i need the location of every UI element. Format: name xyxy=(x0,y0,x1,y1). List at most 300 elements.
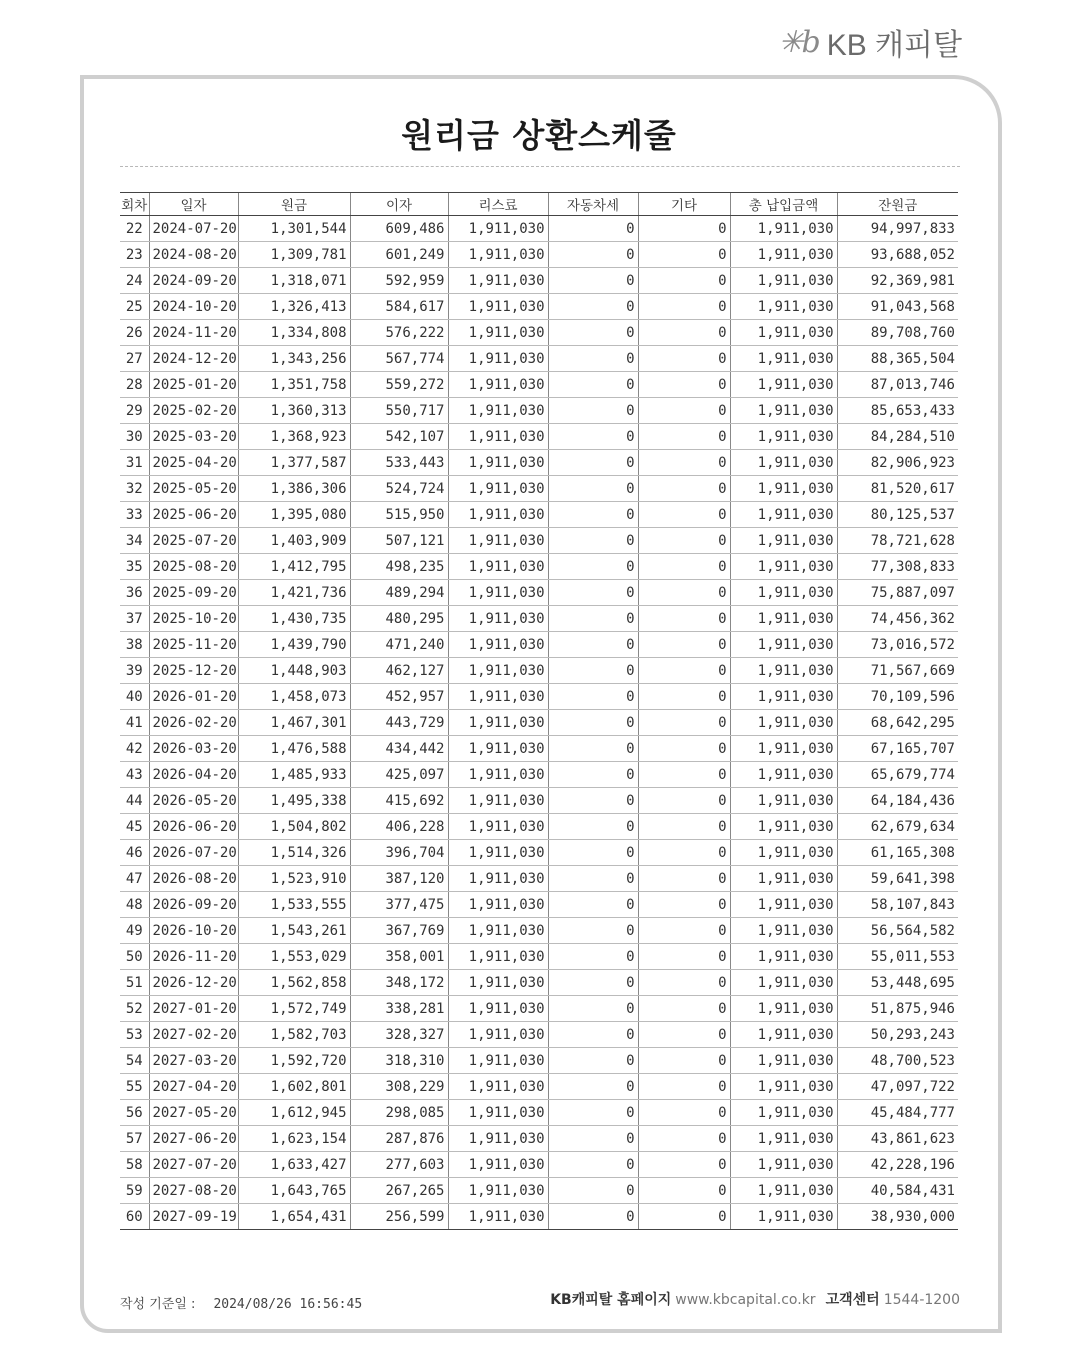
table-cell: 0 xyxy=(638,1152,730,1178)
table-cell: 1,911,030 xyxy=(730,294,837,320)
table-cell: 1,612,945 xyxy=(238,1100,350,1126)
table-cell: 1,911,030 xyxy=(448,970,548,996)
table-cell: 1,911,030 xyxy=(448,788,548,814)
table-cell: 1,911,030 xyxy=(730,346,837,372)
table-cell: 1,911,030 xyxy=(730,1100,837,1126)
table-cell: 1,334,808 xyxy=(238,320,350,346)
table-cell: 1,911,030 xyxy=(448,1204,548,1230)
homepage-label: KB캐피탈 홈페이지 xyxy=(550,1292,672,1308)
table-cell: 348,172 xyxy=(350,970,448,996)
table-cell: 1,911,030 xyxy=(730,866,837,892)
table-cell: 42,228,196 xyxy=(837,1152,958,1178)
table-row xyxy=(120,346,958,372)
table-cell: 1,448,903 xyxy=(238,658,350,684)
table-cell: 1,911,030 xyxy=(730,606,837,632)
table-row xyxy=(120,268,958,294)
table-cell: 1,911,030 xyxy=(448,320,548,346)
table-cell: 0 xyxy=(638,450,730,476)
table-cell: 0 xyxy=(548,294,638,320)
table-cell: 50,293,243 xyxy=(837,1022,958,1048)
table-cell: 47 xyxy=(120,866,149,892)
table-cell: 1,911,030 xyxy=(730,502,837,528)
table-cell: 1,592,720 xyxy=(238,1048,350,1074)
table-cell: 0 xyxy=(548,866,638,892)
table-row xyxy=(120,788,958,814)
table-cell: 61,165,308 xyxy=(837,840,958,866)
table-cell: 2027-02-20 xyxy=(149,1022,238,1048)
table-row xyxy=(120,1022,958,1048)
table-row xyxy=(120,944,958,970)
table-cell: 25 xyxy=(120,294,149,320)
table-cell: 0 xyxy=(638,294,730,320)
table-cell: 1,911,030 xyxy=(730,554,837,580)
table-cell: 0 xyxy=(638,710,730,736)
table-cell: 1,911,030 xyxy=(730,398,837,424)
column-header: 기타 xyxy=(638,193,730,216)
table-cell: 1,911,030 xyxy=(448,918,548,944)
table-cell: 0 xyxy=(548,242,638,268)
kb-star-icon: ✳b xyxy=(778,24,819,60)
table-cell: 30 xyxy=(120,424,149,450)
table-cell: 0 xyxy=(548,502,638,528)
table-cell: 1,911,030 xyxy=(730,710,837,736)
table-cell: 2027-01-20 xyxy=(149,996,238,1022)
table-cell: 0 xyxy=(548,1152,638,1178)
table-cell: 2027-06-20 xyxy=(149,1126,238,1152)
page-title: 원리금 상환스케줄 xyxy=(401,116,677,155)
table-cell: 43,861,623 xyxy=(837,1126,958,1152)
table-cell: 24 xyxy=(120,268,149,294)
table-cell: 1,911,030 xyxy=(730,918,837,944)
table-cell: 308,229 xyxy=(350,1074,448,1100)
table-cell: 40 xyxy=(120,684,149,710)
table-cell: 1,911,030 xyxy=(448,346,548,372)
table-header-row xyxy=(120,193,958,216)
table-cell: 59 xyxy=(120,1178,149,1204)
table-cell: 1,504,802 xyxy=(238,814,350,840)
column-header: 잔원금 xyxy=(837,193,958,216)
homepage-link[interactable]: www.kbcapital.co.kr xyxy=(675,1292,816,1308)
table-row xyxy=(120,320,958,346)
column-header: 총 납입금액 xyxy=(730,193,837,216)
table-cell: 45 xyxy=(120,814,149,840)
table-cell: 0 xyxy=(638,242,730,268)
table-cell: 0 xyxy=(548,398,638,424)
table-cell: 0 xyxy=(638,788,730,814)
table-cell: 1,377,587 xyxy=(238,450,350,476)
table-cell: 42 xyxy=(120,736,149,762)
table-cell: 1,911,030 xyxy=(448,476,548,502)
table-cell: 1,911,030 xyxy=(730,814,837,840)
table-cell: 2026-05-20 xyxy=(149,788,238,814)
table-cell: 28 xyxy=(120,372,149,398)
table-cell: 43 xyxy=(120,762,149,788)
table-cell: 46 xyxy=(120,840,149,866)
table-cell: 584,617 xyxy=(350,294,448,320)
table-cell: 1,654,431 xyxy=(238,1204,350,1230)
table-cell: 498,235 xyxy=(350,554,448,580)
table-cell: 1,911,030 xyxy=(730,892,837,918)
table-cell: 56 xyxy=(120,1100,149,1126)
table-row xyxy=(120,762,958,788)
table-cell: 406,228 xyxy=(350,814,448,840)
table-cell: 0 xyxy=(638,580,730,606)
table-row xyxy=(120,1100,958,1126)
table-cell: 1,643,765 xyxy=(238,1178,350,1204)
kb-capital-logo xyxy=(778,20,962,64)
table-cell: 1,911,030 xyxy=(448,268,548,294)
table-cell: 0 xyxy=(548,788,638,814)
table-cell: 0 xyxy=(548,1178,638,1204)
table-row xyxy=(120,294,958,320)
table-cell: 71,567,669 xyxy=(837,658,958,684)
table-cell: 1,911,030 xyxy=(448,1100,548,1126)
table-cell: 1,911,030 xyxy=(448,450,548,476)
table-cell: 1,911,030 xyxy=(448,866,548,892)
table-cell: 1,623,154 xyxy=(238,1126,350,1152)
table-row xyxy=(120,840,958,866)
table-cell: 0 xyxy=(638,814,730,840)
table-cell: 0 xyxy=(638,1022,730,1048)
table-cell: 81,520,617 xyxy=(837,476,958,502)
column-header: 자동차세 xyxy=(548,193,638,216)
table-cell: 77,308,833 xyxy=(837,554,958,580)
table-cell: 338,281 xyxy=(350,996,448,1022)
table-cell: 489,294 xyxy=(350,580,448,606)
table-cell: 2025-11-20 xyxy=(149,632,238,658)
table-cell: 88,365,504 xyxy=(837,346,958,372)
table-cell: 1,911,030 xyxy=(448,528,548,554)
table-cell: 33 xyxy=(120,502,149,528)
table-cell: 1,911,030 xyxy=(730,242,837,268)
table-row xyxy=(120,1152,958,1178)
table-cell: 0 xyxy=(548,996,638,1022)
table-cell: 1,476,588 xyxy=(238,736,350,762)
table-cell: 2026-02-20 xyxy=(149,710,238,736)
table-cell: 567,774 xyxy=(350,346,448,372)
table-cell: 0 xyxy=(548,632,638,658)
table-row xyxy=(120,398,958,424)
table-cell: 31 xyxy=(120,450,149,476)
table-row xyxy=(120,918,958,944)
table-cell: 2026-12-20 xyxy=(149,970,238,996)
table-cell: 358,001 xyxy=(350,944,448,970)
table-cell: 277,603 xyxy=(350,1152,448,1178)
table-cell: 0 xyxy=(548,1204,638,1230)
table-cell: 0 xyxy=(638,346,730,372)
table-cell: 1,911,030 xyxy=(730,450,837,476)
table-cell: 0 xyxy=(638,918,730,944)
table-cell: 2024-08-20 xyxy=(149,242,238,268)
created-value: 2024/08/26 16:56:45 xyxy=(213,1297,363,1312)
table-cell: 1,533,555 xyxy=(238,892,350,918)
table-cell: 1,911,030 xyxy=(448,294,548,320)
table-cell: 1,386,306 xyxy=(238,476,350,502)
table-cell: 0 xyxy=(638,268,730,294)
table-cell: 2027-04-20 xyxy=(149,1074,238,1100)
table-cell: 27 xyxy=(120,346,149,372)
table-cell: 0 xyxy=(638,320,730,346)
table-cell: 2024-12-20 xyxy=(149,346,238,372)
table-cell: 0 xyxy=(548,840,638,866)
column-header: 일자 xyxy=(149,193,238,216)
table-cell: 256,599 xyxy=(350,1204,448,1230)
table-cell: 1,318,071 xyxy=(238,268,350,294)
table-row xyxy=(120,450,958,476)
table-cell: 1,911,030 xyxy=(730,528,837,554)
table-cell: 1,458,073 xyxy=(238,684,350,710)
table-cell: 1,911,030 xyxy=(730,268,837,294)
table-row xyxy=(120,632,958,658)
table-cell: 2026-08-20 xyxy=(149,866,238,892)
table-cell: 74,456,362 xyxy=(837,606,958,632)
table-cell: 1,911,030 xyxy=(448,502,548,528)
table-cell: 2026-11-20 xyxy=(149,944,238,970)
table-cell: 22 xyxy=(120,216,149,242)
table-cell: 0 xyxy=(638,840,730,866)
table-row xyxy=(120,1074,958,1100)
table-cell: 53 xyxy=(120,1022,149,1048)
table-row xyxy=(120,502,958,528)
table-cell: 26 xyxy=(120,320,149,346)
table-cell: 1,430,735 xyxy=(238,606,350,632)
table-cell: 550,717 xyxy=(350,398,448,424)
table-row xyxy=(120,216,958,242)
table-cell: 0 xyxy=(548,892,638,918)
table-cell: 0 xyxy=(548,1074,638,1100)
table-cell: 1,911,030 xyxy=(730,1074,837,1100)
table-cell: 1,562,858 xyxy=(238,970,350,996)
table-cell: 434,442 xyxy=(350,736,448,762)
table-row xyxy=(120,424,958,450)
table-cell: 0 xyxy=(548,580,638,606)
table-cell: 84,284,510 xyxy=(837,424,958,450)
table-cell: 1,911,030 xyxy=(448,1048,548,1074)
table-cell: 93,688,052 xyxy=(837,242,958,268)
customer-center-number: 1544-1200 xyxy=(883,1292,960,1308)
table-cell: 0 xyxy=(548,1022,638,1048)
table-cell: 1,911,030 xyxy=(730,658,837,684)
table-cell: 1,911,030 xyxy=(730,1178,837,1204)
table-cell: 1,911,030 xyxy=(730,684,837,710)
table-cell: 0 xyxy=(638,1204,730,1230)
table-cell: 0 xyxy=(548,372,638,398)
table-cell: 0 xyxy=(548,736,638,762)
table-cell: 1,911,030 xyxy=(730,580,837,606)
table-cell: 1,911,030 xyxy=(448,216,548,242)
table-cell: 0 xyxy=(548,762,638,788)
table-cell: 1,421,736 xyxy=(238,580,350,606)
table-cell: 2024-09-20 xyxy=(149,268,238,294)
table-cell: 1,911,030 xyxy=(448,892,548,918)
table-cell: 0 xyxy=(638,658,730,684)
table-cell: 1,911,030 xyxy=(448,606,548,632)
table-cell: 94,997,833 xyxy=(837,216,958,242)
table-cell: 41 xyxy=(120,710,149,736)
table-cell: 36 xyxy=(120,580,149,606)
table-cell: 78,721,628 xyxy=(837,528,958,554)
table-cell: 480,295 xyxy=(350,606,448,632)
table-cell: 1,412,795 xyxy=(238,554,350,580)
table-row xyxy=(120,242,958,268)
table-row xyxy=(120,580,958,606)
table-cell: 1,495,338 xyxy=(238,788,350,814)
table-cell: 2025-03-20 xyxy=(149,424,238,450)
table-cell: 0 xyxy=(548,918,638,944)
table-cell: 1,911,030 xyxy=(730,1126,837,1152)
table-row xyxy=(120,554,958,580)
column-header: 리스료 xyxy=(448,193,548,216)
table-cell: 1,911,030 xyxy=(448,710,548,736)
table-row xyxy=(120,892,958,918)
table-cell: 89,708,760 xyxy=(837,320,958,346)
table-cell: 1,911,030 xyxy=(448,372,548,398)
table-cell: 1,343,256 xyxy=(238,346,350,372)
table-cell: 524,724 xyxy=(350,476,448,502)
table-cell: 328,327 xyxy=(350,1022,448,1048)
table-cell: 425,097 xyxy=(350,762,448,788)
table-cell: 1,911,030 xyxy=(448,658,548,684)
table-cell: 542,107 xyxy=(350,424,448,450)
table-cell: 2024-11-20 xyxy=(149,320,238,346)
table-cell: 1,911,030 xyxy=(448,1022,548,1048)
table-cell: 0 xyxy=(548,476,638,502)
table-cell: 0 xyxy=(548,1048,638,1074)
table-cell: 0 xyxy=(638,1178,730,1204)
table-cell: 0 xyxy=(548,320,638,346)
table-cell: 1,543,261 xyxy=(238,918,350,944)
table-cell: 0 xyxy=(548,684,638,710)
table-row xyxy=(120,658,958,684)
table-cell: 56,564,582 xyxy=(837,918,958,944)
table-cell: 601,249 xyxy=(350,242,448,268)
table-cell: 415,692 xyxy=(350,788,448,814)
table-cell: 0 xyxy=(638,398,730,424)
table-cell: 54 xyxy=(120,1048,149,1074)
table-cell: 2027-09-19 xyxy=(149,1204,238,1230)
table-cell: 507,121 xyxy=(350,528,448,554)
table-cell: 0 xyxy=(638,996,730,1022)
table-cell: 1,911,030 xyxy=(448,242,548,268)
table-cell: 1,572,749 xyxy=(238,996,350,1022)
table-cell: 59,641,398 xyxy=(837,866,958,892)
table-cell: 1,301,544 xyxy=(238,216,350,242)
table-row xyxy=(120,814,958,840)
table-cell: 0 xyxy=(548,658,638,684)
table-cell: 2025-09-20 xyxy=(149,580,238,606)
table-row xyxy=(120,606,958,632)
table-row xyxy=(120,996,958,1022)
table-cell: 298,085 xyxy=(350,1100,448,1126)
table-cell: 267,265 xyxy=(350,1178,448,1204)
table-cell: 443,729 xyxy=(350,710,448,736)
column-header: 회차 xyxy=(120,193,149,216)
table-cell: 80,125,537 xyxy=(837,502,958,528)
table-cell: 1,911,030 xyxy=(730,1022,837,1048)
table-cell: 1,911,030 xyxy=(448,684,548,710)
table-cell: 462,127 xyxy=(350,658,448,684)
table-cell: 2025-04-20 xyxy=(149,450,238,476)
table-cell: 2024-07-20 xyxy=(149,216,238,242)
table-cell: 2026-10-20 xyxy=(149,918,238,944)
table-cell: 1,326,413 xyxy=(238,294,350,320)
table-row xyxy=(120,1178,958,1204)
table-cell: 53,448,695 xyxy=(837,970,958,996)
table-cell: 1,911,030 xyxy=(730,736,837,762)
title-divider xyxy=(120,166,960,167)
table-cell: 0 xyxy=(638,476,730,502)
table-cell: 1,553,029 xyxy=(238,944,350,970)
table-cell: 1,911,030 xyxy=(730,1204,837,1230)
table-cell: 0 xyxy=(548,346,638,372)
table-cell: 1,911,030 xyxy=(448,1152,548,1178)
table-cell: 2026-01-20 xyxy=(149,684,238,710)
table-cell: 1,911,030 xyxy=(448,554,548,580)
table-cell: 2025-10-20 xyxy=(149,606,238,632)
table-cell: 57 xyxy=(120,1126,149,1152)
table-cell: 48,700,523 xyxy=(837,1048,958,1074)
table-cell: 0 xyxy=(638,1100,730,1126)
table-cell: 0 xyxy=(638,892,730,918)
table-cell: 1,523,910 xyxy=(238,866,350,892)
table-cell: 29 xyxy=(120,398,149,424)
table-cell: 471,240 xyxy=(350,632,448,658)
table-cell: 1,911,030 xyxy=(448,632,548,658)
table-cell: 0 xyxy=(638,736,730,762)
table-cell: 0 xyxy=(638,944,730,970)
logo-text: KB 캐피탈 xyxy=(826,29,962,62)
customer-center-label: 고객센터 xyxy=(825,1292,880,1308)
table-cell: 85,653,433 xyxy=(837,398,958,424)
table-cell: 51,875,946 xyxy=(837,996,958,1022)
table-cell: 0 xyxy=(548,424,638,450)
table-cell: 39 xyxy=(120,658,149,684)
table-cell: 65,679,774 xyxy=(837,762,958,788)
table-cell: 0 xyxy=(638,1074,730,1100)
table-row xyxy=(120,1126,958,1152)
table-cell: 38,930,000 xyxy=(837,1204,958,1230)
table-cell: 1,911,030 xyxy=(730,840,837,866)
table-cell: 0 xyxy=(638,606,730,632)
table-cell: 0 xyxy=(548,970,638,996)
table-cell: 1,309,781 xyxy=(238,242,350,268)
table-cell: 559,272 xyxy=(350,372,448,398)
table-cell: 1,911,030 xyxy=(730,216,837,242)
table-cell: 1,911,030 xyxy=(448,1126,548,1152)
table-cell: 0 xyxy=(548,814,638,840)
table-row xyxy=(120,528,958,554)
table-cell: 37 xyxy=(120,606,149,632)
table-cell: 44 xyxy=(120,788,149,814)
table-cell: 0 xyxy=(638,216,730,242)
table-cell: 1,911,030 xyxy=(448,398,548,424)
table-cell: 75,887,097 xyxy=(837,580,958,606)
table-cell: 452,957 xyxy=(350,684,448,710)
table-cell: 1,602,801 xyxy=(238,1074,350,1100)
table-cell: 48 xyxy=(120,892,149,918)
table-row xyxy=(120,684,958,710)
table-cell: 1,911,030 xyxy=(448,944,548,970)
table-cell: 1,439,790 xyxy=(238,632,350,658)
table-cell: 0 xyxy=(638,424,730,450)
table-cell: 91,043,568 xyxy=(837,294,958,320)
table-cell: 387,120 xyxy=(350,866,448,892)
table-row xyxy=(120,866,958,892)
repayment-schedule-table xyxy=(120,192,958,1230)
table-cell: 64,184,436 xyxy=(837,788,958,814)
table-cell: 0 xyxy=(638,970,730,996)
table-cell: 1,467,301 xyxy=(238,710,350,736)
